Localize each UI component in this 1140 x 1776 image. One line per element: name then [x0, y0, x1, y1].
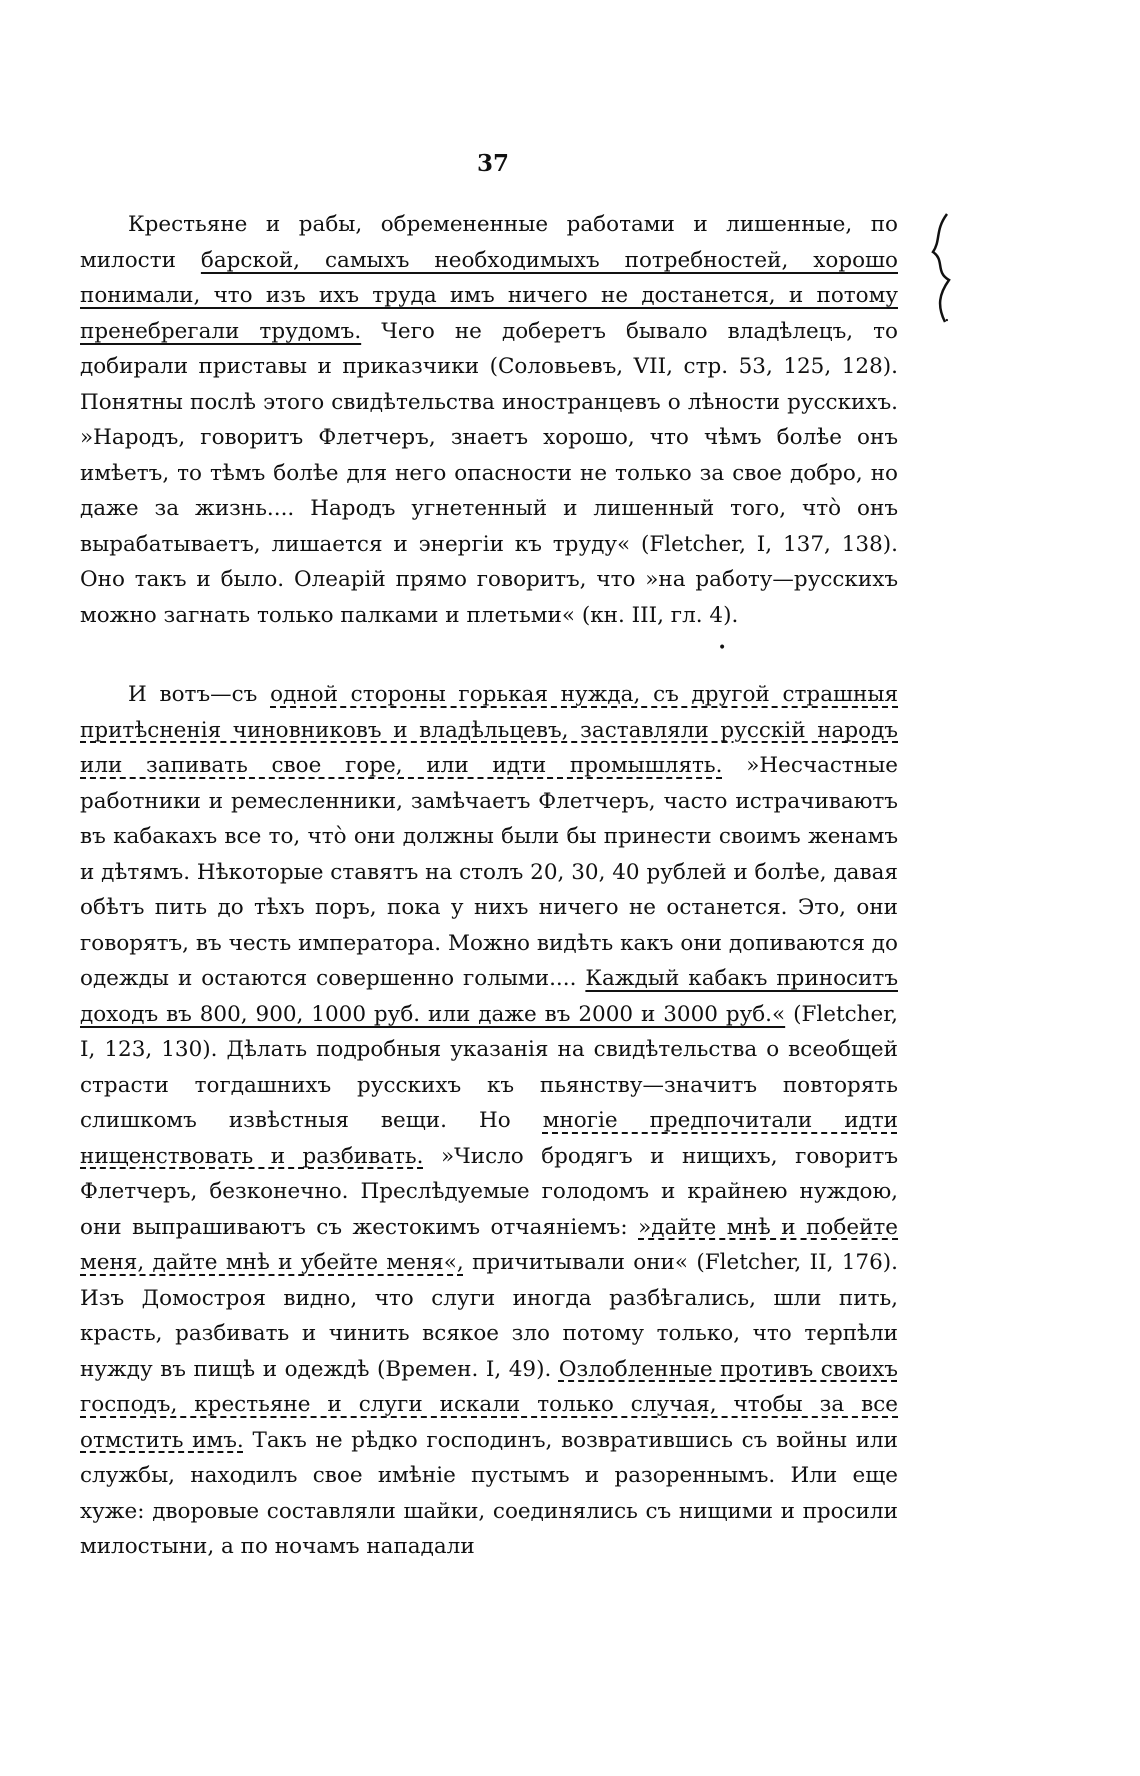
text-run: »Несчастные работники и ремесленники, замѣчаетъ Флетчеръ, часто истрачиваютъ въ кабакахъ все то, что̀ они должны были бы принести своимъ женамъ и дѣтямъ. Нѣкоторые ставятъ на столъ 20, 30, 40 рублей и болѣе, давая обѣтъ пить до тѣхъ поръ, пока у нихъ ничего не останется. Это, они говорятъ, въ честь императора. Можно видѣть какъ они допиваются до одежды и остаются совершенно голыми.... [80, 753, 898, 991]
page-number: 37 [476, 150, 509, 177]
text-run: Крестьяне и рабы, обремененные работами и лишенные, по милости [80, 212, 898, 273]
paragraph-2 [80, 677, 898, 1565]
stray-dot-mark: • [718, 640, 727, 656]
underlined-passage: одной стороны горькая нужда, съ другой страшныя притѣсненія чиновниковъ и владѣльцевъ, заставляли русскій народъ или запивать свое горе, или идти промышлять. [80, 682, 899, 778]
underlined-passage: Озлобленные противъ своихъ господъ, крестьяне и слуги искали только случая, чтобы за все отмстить имъ. [80, 1356, 898, 1453]
underlined-passage: барской, самыхъ необходимыхъ потребностей, хорошо понимали, что изъ ихъ труда имъ ничего не достанется, и потому пренебрегали трудомъ. [80, 247, 898, 344]
underlined-passage: Каждый кабакъ приноситъ доходъ въ 800, 900, 1000 руб. или даже въ 2000 и 3000 руб.« [80, 966, 898, 1027]
text-run: Чего не доберетъ бывало владѣлецъ, то добирали приставы и приказчики (Соловьевъ, VII, стр. 53, 125, 128). Понятны послѣ этого свидѣтельства иностранцевъ о лѣности русскихъ. »Народъ, говоритъ Флетчеръ, знаетъ хорошо, что чѣмъ болѣе онъ имѣетъ, то тѣмъ болѣе для него опасности не только за свое добро, но даже за жизнь.... Народъ угнетенный и лишенный того, что̀ онъ вырабатываетъ, лишается и энергіи къ труду« (Fletcher, I, 137, 138). Оно такъ и было. Олеарій прямо говоритъ, что »на работу—русскихъ можно загнать только палками и плетьми« (кн. III, гл. 4). [80, 318, 898, 628]
text-run: Такъ не рѣдко господинъ, возвратившись съ войны или службы, находилъ свое имѣніе пустымъ и разореннымъ. Или еще хуже: дворовые составляли шайки, соединялись съ нищими и просили милостыни, а по ночамъ нападали [80, 1427, 899, 1559]
underlined-passage: »дайте мнѣ и побейте меня, дайте мнѣ и убейте меня«, [80, 1214, 898, 1275]
text-run: »Число бродягъ и нищихъ, говоритъ Флетчеръ, безконечно. Преслѣдуемые голодомъ и крайнею нуждою, они выпрашиваютъ съ жестокимъ отчаяніемъ: [80, 1143, 898, 1240]
text-run: причитывали они« (Fletcher, II, 176). Изъ Домостроя видно, что слуги иногда разбѣгались, шли пить, красть, разбивать и чинить всякое зло потому только, что терпѣли нужду въ пищѣ и одеждѣ (Времен. I, 49). [80, 1250, 898, 1382]
text-run: (Fletcher, I, 123, 130). Дѣлать подробныя указанія на свидѣтельства о всеобщей страсти тогдашнихъ русскихъ къ пьянству—значитъ повторять слишкомъ извѣстныя вещи. Но [80, 1001, 898, 1133]
margin-bracket-mark [925, 210, 985, 330]
paragraph-1 [80, 207, 898, 633]
underlined-passage: многіе предпочитали идти нищенствовать и разбивать. [80, 1108, 898, 1169]
text-run: И вотъ—съ [128, 682, 271, 707]
margin-dot-mark: . [944, 305, 950, 326]
